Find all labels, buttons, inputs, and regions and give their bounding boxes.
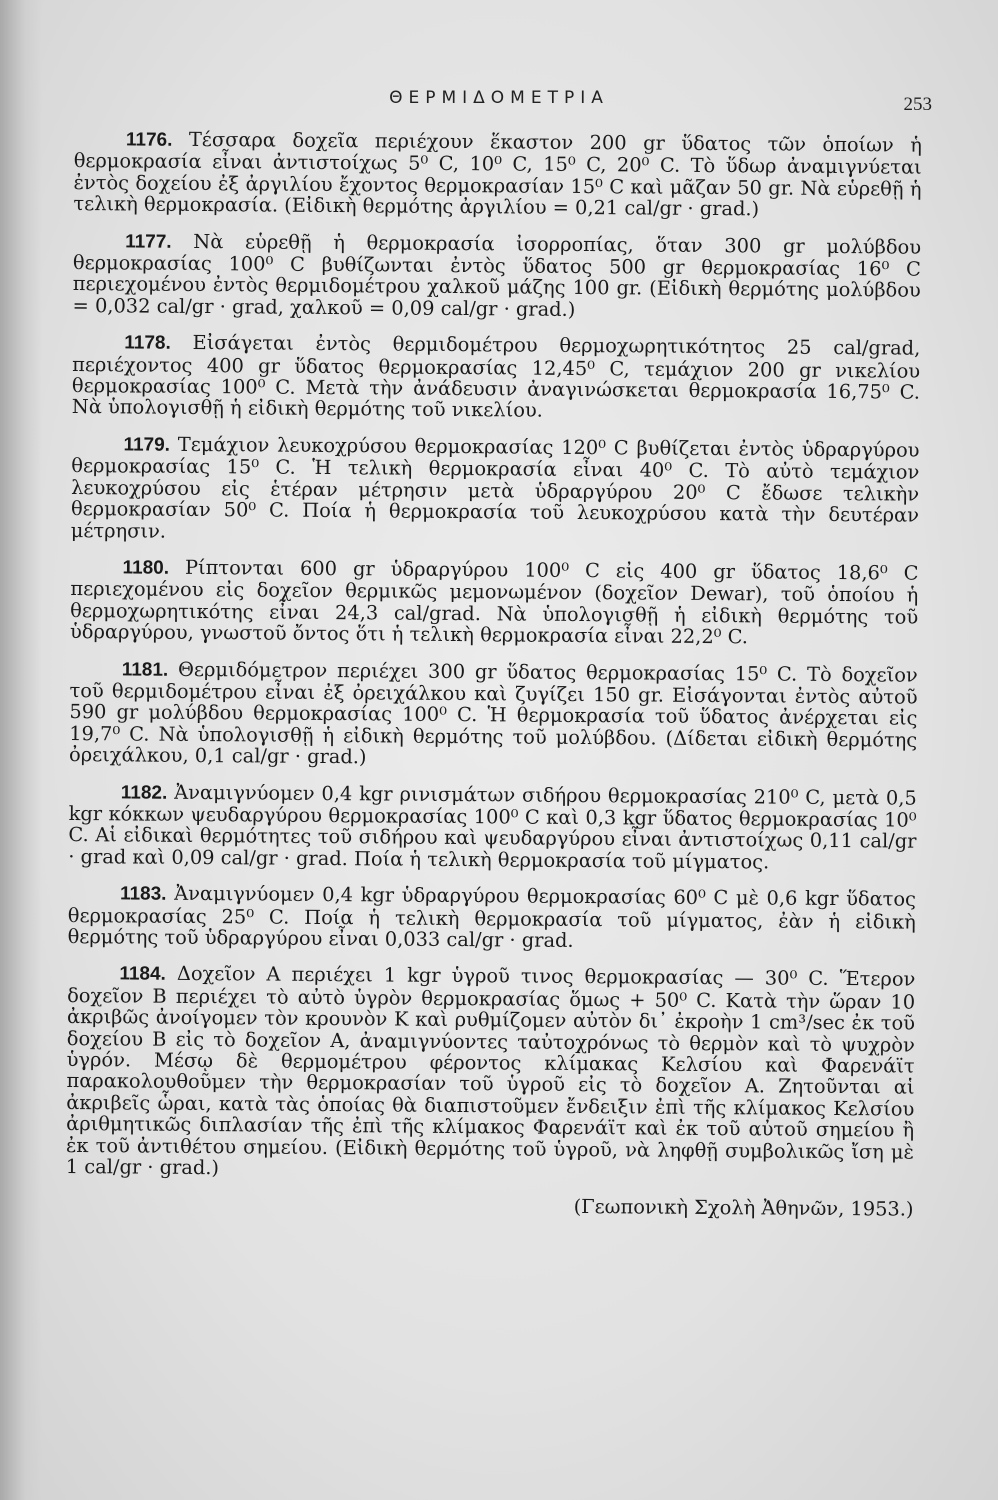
problem-text: Νὰ εὑρεθῇ ἡ θερμοκρασία ἰσορροπίας, ὅταν 300 gr μολύβδου θερμοκρασίας 100⁰ C βυθίζωνται ἐντὸς ὕδατος 500 gr θερμοκρασίας 16⁰ C περιεχομένου ἐντὸς θερμιδομέτρου χαλκοῦ μάζης 100 gr. (Εἰδικὴ θερμότης μολύβδου = 0,032 cal/gr · grad, χαλκοῦ = 0,09 cal/gr · grad.) (72, 229, 922, 321)
problem-1180 (70, 556, 919, 649)
problem-number: 1182. (120, 781, 168, 804)
problem-text: Τέσσαρα δοχεῖα περιέχουν ἕκαστον 200 gr ὕδατος τῶν ὁποίων ἡ θερμοκρασία εἶναι ἀντιστοίχως 5⁰ C, 10⁰ C, 15⁰ C, 20⁰ C. Τὸ ὕδωρ ἀναμιγνύεται ἐντὸς δοχείου ἐξ ἀργιλίου ἔχοντος θερμοκρασίαν 15⁰ C καὶ μᾶζαν 50 gr. Νὰ εὑρεθῇ ἡ τελικὴ θερμοκρασία. (Εἰδικὴ θερμότης ἀργιλίου = 0,21 cal/gr · grad.) (73, 127, 922, 221)
problem-number: 1184. (119, 963, 166, 986)
problem-1176 (73, 128, 922, 221)
problem-1181 (69, 658, 918, 773)
problem-text: Εἰσάγεται ἐντὸς θερμιδομέτρου θερμοχωρητικότητος 25 cal/grad, περιέχοντος 400 gr ὕδατος θερμοκρασίας 12,45⁰ C, τεμάχιον 200 gr νικελίου θερμοκρασίας 100⁰ C. Μετὰ τὴν ἀνάδευσιν ἀναγινώσκεται θερμοκρασία 16,75⁰ C. Νὰ ὑπολογισθῇ ἡ εἰδικὴ θερμότης τοῦ νικελίου. (71, 331, 921, 423)
problem-text: Ρίπτονται 600 gr ὑδραργύρου 100⁰ C εἰς 400 gr ὕδατος 18,6⁰ C περιεχομένου εἰς δοχεῖον θερμικῶς μεμονωμένον (δοχεῖον Dewar), τοῦ ὁποίου ἡ θερμοχωρητικότης εἶναι 24,3 cal/grad. Νὰ ὑπολογισθῇ ἡ εἰδικὴ θερμότης τοῦ ὑδραργύρου, γνωστοῦ ὄντος ὅτι ἡ τελικὴ θερμοκρασία εἶναι 22,2⁰ C. (69, 555, 919, 649)
problem-number: 1183. (119, 883, 167, 905)
problem-number: 1181. (121, 658, 169, 681)
problem-1179 (71, 433, 920, 548)
problem-1183 (68, 882, 916, 954)
running-head: ΘΕΡΜΙΔΟΜΕΤΡΙΑ (389, 88, 609, 108)
problem-text: Τεμάχιον λευκοχρύσου θερμοκρασίας 120⁰ C βυθίζεται ἐντὸς ὑδραργύρου θερμοκρασίας 15⁰ C. Ἡ τελικὴ θερμοκρασία εἶναι 40⁰ C. Τὸ αὐτὸ τεμάχιον λευκοχρύσου εἰς ἑτέραν μέτρησιν μετὰ ὑδραργύρου 20⁰ C ἔδωσε τελικὴν θερμοκρασίαν 50⁰ C. Ποία ἡ θερμοκρασία τοῦ λευκοχρύσου κατὰ τὴν δευτέραν μέτρησιν. (70, 432, 920, 543)
problem-1182 (68, 781, 917, 874)
problem-1184 (66, 962, 916, 1184)
exam-source-citation: (Γεωπονικὴ Σχολὴ Ἀθηνῶν, 1953.) (573, 1195, 914, 1222)
problem-number: 1177. (125, 231, 172, 253)
page-number: 253 (903, 94, 932, 115)
problem-1177 (73, 230, 922, 323)
problem-text: Ἀναμιγνύομεν 0,4 kgr ὑδραργύρου θερμοκρασίας 60⁰ C μὲ 0,6 kgr ὕδατος θερμοκρασίας 25⁰ C. Ποία ἡ τελικὴ θερμοκρασία τοῦ μίγματος, ἐὰν ἡ εἰδικὴ θερμότης τοῦ ὑδραργύρου εἶναι 0,033 cal/gr · grad. (67, 881, 917, 952)
problem-number: 1179. (123, 434, 171, 456)
problem-text: Θερμιδόμετρον περιέχει 300 gr ὕδατος θερμοκρασίας 15⁰ C. Τὸ δοχεῖον τοῦ θερμιδομέτρου εἶναι ἐξ ὀρειχάλκου καὶ ζυγίζει 150 gr. Εἰσάγονται ἐντὸς αὐτοῦ 590 gr μολύβδου θερμοκρασίας 100⁰ C. Ἡ θερμοκρασία τοῦ ὕδατος ἀνέρχεται εἰς 19,7⁰ C. Νὰ ὑπολογισθῇ ἡ εἰδικὴ θερμότης τοῦ μολύβδου. (Δίδεται εἰδικὴ θερμότης ὀρειχάλκου, 0,1 cal/gr · grad.) (68, 657, 918, 769)
problem-number: 1180. (122, 557, 170, 579)
problem-number: 1176. (125, 129, 173, 151)
page-spine-shadow (0, 0, 42, 1500)
problem-1178 (72, 331, 921, 424)
problem-text: Δοχεῖον Α περιέχει 1 kgr ὑγροῦ τινος θερμοκρασίας — 30⁰ C. Ἕτερον δοχεῖον Β περιέχει τὸ αὐτὸ ὑγρὸν θερμοκρασίας ὅμως + 50⁰ C. Κατὰ τὴν ὥραν 10 ἀκριβῶς ἀνοίγομεν τὸν κρουνὸν Κ καὶ ρυθμίζομεν αὐτὸν δι᾽ ἐκροὴν 1 cm³/sec ἐκ τοῦ δοχείου Β εἰς τὸ δοχεῖον Α, ἀναμιγνύοντες ταὐτοχρόνως τὸ θερμὸν καὶ τὸ ψυχρὸν ὑγρόν. Μέσῳ δὲ θερμομέτρου φέροντος κλίμακας Κελσίου καὶ Φαρενάϊτ παρακολουθοῦμεν τὴν θερμοκρασίαν τοῦ ὑγροῦ εἰς τὸ δοχεῖον Α. Ζητοῦνται αἱ ἀκριβεῖς ὧραι, κατὰ τὰς ὁποίας θὰ διαπιστοῦμεν ἔνδειξιν ἐπὶ τῆς κλίμακος Κελσίου ἀριθμητικῶς διπλασίαν τῆς ἐπὶ τῆς κλίμακος Φαρενάϊτ καὶ ἐκ τοῦ αὐτοῦ σημείου ἢ ἐκ τοῦ ἀντιθέτου σημείου. (Εἰδικὴ θερμότης τοῦ ὑγροῦ, νὰ ληφθῇ συμβολικῶς ἴση μὲ 1 cal/gr · grad.) (65, 962, 916, 1180)
problem-number: 1178. (124, 332, 171, 355)
problem-text: Ἀναμιγνύομεν 0,4 kgr ρινισμάτων σιδήρου θερμοκρασίας 210⁰ C, μετὰ 0,5 kgr κόκκων ψευδαργύρου θερμοκρασίας 100⁰ C καὶ 0,3 kgr ὕδατος θερμοκρασίας 10⁰ C. Αἱ εἰδικαὶ θερμότητες τοῦ σιδήρου καὶ ψευδαργύρου εἶναι ἀντιστοίχως 0,11 cal/gr · grad καὶ 0,09 cal/gr · grad. Ποία ἡ τελικὴ θερμοκρασία τοῦ μίγματος. (68, 780, 917, 874)
problem-list (65, 128, 922, 1221)
